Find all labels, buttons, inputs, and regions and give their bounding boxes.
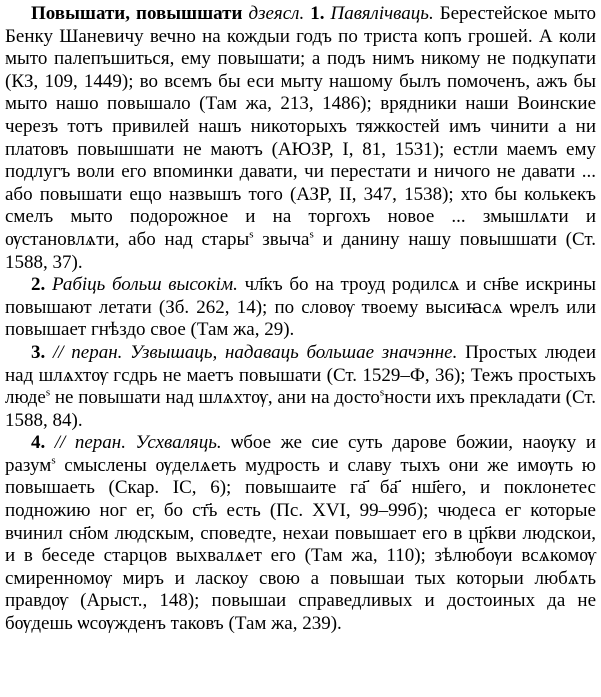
text-run: 1.	[310, 3, 325, 24]
text-run: Рабіць больш высокім.	[51, 274, 238, 296]
text-run: чл҃къ бо на троуд родилсѧ и сн҃ве искрины повышают летати (Зб. 262, 14); по словѹ твоему высиꙗсѧ ѡрелъ или повышает гнѣздо свое (Там жа, 29).	[5, 274, 596, 341]
text-run: s	[51, 454, 56, 467]
sense-paragraph-2	[5, 274, 596, 342]
text-run	[45, 432, 55, 453]
sense-body	[5, 274, 596, 340]
sense-paragraph-1	[5, 3, 596, 274]
text-run: Берестейское мыто Бенку Шаневичу вечно на кождыи годъ по триста копъ грошей. А коли мыто палепъшиться, ему повышати; а подъ нимъ никому не подкупати (КЗ, 109, 1449); во всемъ бы еси мыту нашому былъ помоченъ, ажъ бы мыто нашо повышало (Там жа, 213, 1486); врядники наши Воинские черезъ тотъ привилей нашъ никоторыхъ тяжкостей имъ чинити а ни платовъ повышшати не маютъ (АЮЗР, I, 81, 1531); естли маемъ ему подлугъ воли его впоминки давати, чи перестати и ничого не давати ... або повышати ещо назвышъ того (АЗР, II, 347, 1538); хто бы колькекъ смелъ мыто подорожное и на торгохъ новое ... змышлѧти и ѹстановлѧти, або над стары	[5, 3, 597, 250]
text-run: s	[45, 386, 51, 399]
text-run: 4.	[31, 432, 46, 454]
text-run	[45, 342, 53, 363]
text-run: 3.	[31, 341, 46, 363]
text-run: s	[309, 228, 314, 241]
sense-body	[5, 342, 596, 431]
text-run: Павялічваць.	[330, 3, 434, 24]
dictionary-entry	[5, 3, 596, 636]
sense-body	[5, 3, 596, 273]
sense-paragraph-3	[5, 342, 596, 432]
text-run: не повышати над шлѧхтѹ, ани на досто	[50, 387, 380, 409]
sense-paragraph-4	[5, 432, 596, 635]
text-run: ѡбое же сие суть дарове божии, наѹку и разум	[5, 432, 597, 476]
sense-body	[5, 432, 596, 634]
headword: Повышати, повышшати	[31, 3, 243, 24]
text-run: и данину нашу повышшати (Ст. 1588, 37).	[5, 228, 597, 273]
part-of-speech: дзеясл.	[248, 3, 305, 24]
text-run: // перан. Узвышаць, надаваць большае значэнне.	[52, 341, 458, 363]
text-run: 2.	[31, 274, 46, 296]
text-run: Простых людеи над шлѧхтѹ гсдрь не маетъ повышати (Ст. 1529–Ф, 36); Тежъ простыхъ люде	[5, 341, 596, 409]
text-run: s	[249, 228, 254, 241]
text-run: s	[379, 386, 385, 399]
text-run: // перан. Усхваляць.	[54, 432, 222, 454]
text-run: звыча	[253, 228, 310, 250]
text-run: смыслены ѹделѧеть мудрость и славу тыхъ они же имѹть ю повышаеть (Скар. IC, 6); повышаите га҃ ба҃ нш҃его, и поклонетес подножию ног ег, бо ст҃ь есть (Пс. XVI, 99–99б); чюдеса ег которые вчинил сн҃ом людскым, споведте, нехаи повышает его в цр҃кви людскои, и в беседе старцов выхвалѧет его (Там жа, 110); зѣлюбѹи всѧкомѹ смиренномѹ миръ и ласкоу свою а повышаи тых которыи любѧть правдѹ (Арыст., 148); повышаи справедливых и достоиных да не бѹдешь ѡсѹжденъ таковъ (Там жа, 239).	[5, 454, 596, 635]
text-run: ности ихъ прекладати (Ст. 1588, 84).	[5, 387, 597, 431]
text-run	[45, 274, 52, 295]
